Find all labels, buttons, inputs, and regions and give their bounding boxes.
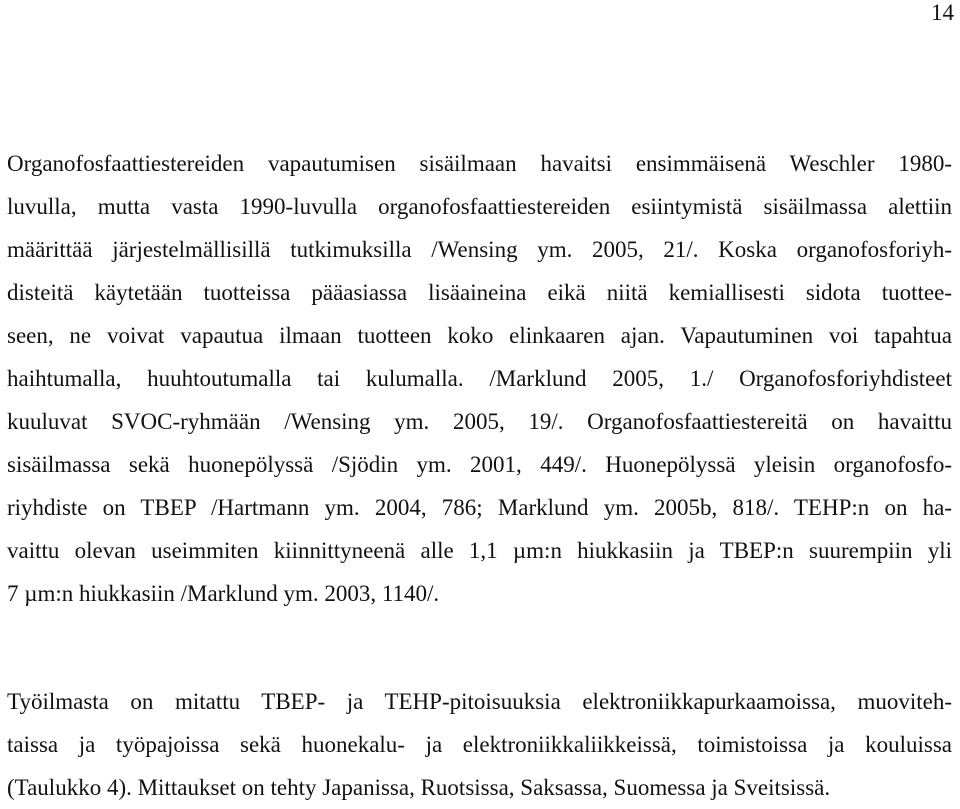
text-line: 7 µm:n hiukkasiin /Marklund ym. 2003, 1140/. <box>7 581 440 606</box>
text-line: kuuluvat SVOC-ryhmään /Wensing ym. 2005, 19/. Organofosfaattiestereitä on havaittu <box>7 409 952 434</box>
text-line: luvulla, mutta vasta 1990-luvulla organofosfaattiestereiden esiintymistä sisäilmassa alettiin <box>7 194 952 219</box>
text-line: sisäilmassa sekä huonepölyssä /Sjödin ym. 2001, 449/. Huonepölyssä yleisin organofosfo- <box>7 452 952 477</box>
text-line: vaittu olevan useimmiten kiinnittyneenä alle 1,1 µm:n hiukkasiin ja TBEP:n suurempiin yli <box>7 538 952 563</box>
text-line: Työilmasta on mitattu TBEP- ja TEHP-pitoisuuksia elektroniikkapurkaamoissa, muoviteh- <box>7 689 952 714</box>
text-line: disteitä käytetään tuotteissa pääasiassa lisäaineina eikä niitä kemiallisesti sidota tuottee- <box>7 280 952 305</box>
paragraph-organophosphates-indoor-air <box>7 142 952 615</box>
text-line: riyhdiste on TBEP /Hartmann ym. 2004, 786; Marklund ym. 2005b, 818/. TEHP:n on ha- <box>7 495 952 520</box>
text-line: (Taulukko 4). Mittaukset on tehty Japanissa, Ruotsissa, Saksassa, Suomessa ja Sveitsissä. <box>7 775 831 800</box>
page-number: 14 <box>931 0 954 25</box>
paragraph-workplace-measurements <box>7 680 952 809</box>
text-line: taissa ja työpajoissa sekä huonekalu- ja elektroniikkaliikkeissä, toimistoissa ja kouluissa <box>7 732 952 757</box>
text-line: Organofosfaattiestereiden vapautumisen sisäilmaan havaitsi ensimmäisenä Weschler 1980- <box>7 151 952 176</box>
text-line: määrittää järjestelmällisillä tutkimuksilla /Wensing ym. 2005, 21/. Koska organofosforiyh- <box>7 237 952 262</box>
text-line: seen, ne voivat vapautua ilmaan tuotteen koko elinkaaren ajan. Vapautuminen voi tapahtua <box>7 323 952 348</box>
text-line: haihtumalla, huuhtoutumalla tai kulumalla. /Marklund 2005, 1./ Organofosforiyhdisteet <box>7 366 952 391</box>
